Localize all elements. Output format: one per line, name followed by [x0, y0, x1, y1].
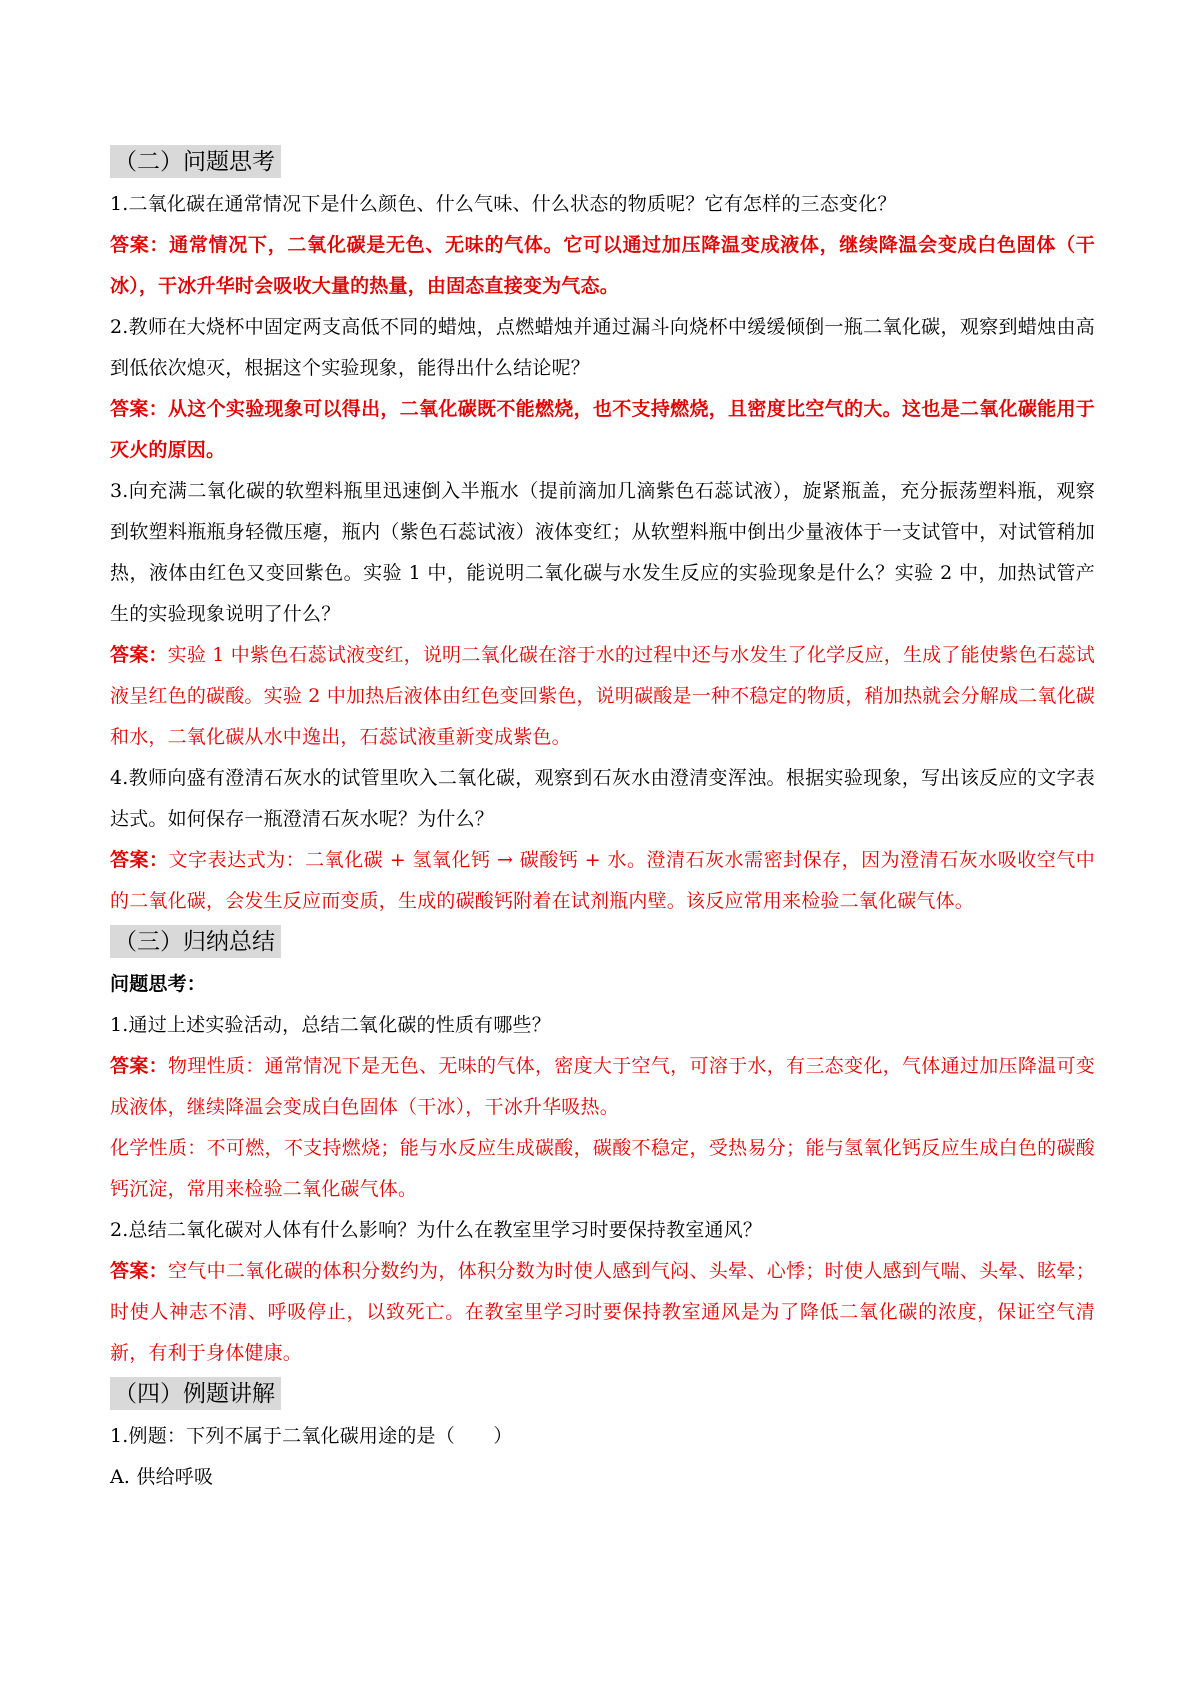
answer-2-2 — [110, 389, 1095, 471]
question-2-3: 3.向充满二氧化碳的软塑料瓶里迅速倒入半瓶水（提前滴加几滴紫色石蕊试液），旋紧瓶盖，充分振荡塑料瓶，观察到软塑料瓶瓶身轻微压瘪，瓶内（紫色石蕊试液）液体变红；从软塑料瓶中倒出少量液体于一支试管中，对试管稍加热，液体由红色又变回紫色。实验 1 中，能说明二氧化碳与水发生反应的实验现象是什么？实验 2 中，加热试管产生的实验现象说明了什么？ — [110, 480, 1095, 625]
option-a: A. 供给呼吸 — [110, 1466, 214, 1488]
subheading-problem-thinking: 问题思考： — [110, 973, 207, 995]
answer-2-3 — [110, 635, 1095, 758]
answer-text: 文字表达式为：二氧化碳 + 氢氧化钙 → 碳酸钙 + 水。澄清石灰水需密封保存，因为澄清石灰水吸收空气中的二氧化碳，会发生反应而变质，生成的碳酸钙附着在试剂瓶内壁。该反应常用来检验二氧化碳气体。 — [110, 849, 1095, 912]
answer-2-1 — [110, 225, 1095, 307]
answer-label: 答案： — [110, 1260, 168, 1282]
question-3-2: 2.总结二氧化碳对人体有什么影响？为什么在教室里学习时要保持教室通风？ — [110, 1219, 763, 1241]
answer-text: 通常情况下，二氧化碳是无色、无味的气体。它可以通过加压降温变成液体，继续降温会变成白色固体（干冰），干冰升华时会吸收大量的热量，由固态直接变为气态。 — [110, 234, 1095, 297]
question-4-1: 1.例题：下列不属于二氧化碳用途的是（ ） — [110, 1425, 513, 1447]
answer-label: 答案： — [110, 398, 168, 420]
answer-text: 实验 1 中紫色石蕊试液变红，说明二氧化碳在溶于水的过程中还与水发生了化学反应，生成了能使紫色石蕊试液呈红色的碳酸。实验 2 中加热后液体由红色变回紫色，说明碳酸是一种不稳定的物质，稍加热就会分解成二氧化碳和水，二氧化碳从水中逸出，石蕊试液重新变成紫色。 — [110, 644, 1096, 748]
answer-label: 答案： — [110, 1055, 168, 1077]
document-content — [110, 142, 1095, 1498]
section-heading-4: （四）例题讲解 — [110, 1377, 281, 1410]
answer-label: 答案： — [110, 644, 168, 666]
answer-3-1 — [110, 1046, 1095, 1128]
question-2-1: 1.二氧化碳在通常情况下是什么颜色、什么气味、什么状态的物质呢？它有怎样的三态变化？ — [110, 193, 897, 215]
answer-label: 答案： — [110, 234, 170, 256]
answer-3-1-chemical: 化学性质：不可燃，不支持燃烧；能与水反应生成碳酸，碳酸不稳定，受热易分；能与氢氧化钙反应生成白色的碳酸钙沉淀，常用来检验二氧化碳气体。 — [110, 1137, 1095, 1200]
answer-text: 从这个实验现象可以得出，二氧化碳既不能燃烧，也不支持燃烧，且密度比空气的大。这也是二氧化碳能用于灭火的原因。 — [110, 398, 1095, 461]
section-heading-3: （三）归纳总结 — [110, 925, 281, 958]
section-heading-2: （二）问题思考 — [110, 145, 281, 178]
answer-text: 物理性质：通常情况下是无色、无味的气体，密度大于空气，可溶于水，有三态变化，气体通过加压降温可变成液体，继续降温会变成白色固体（干冰），干冰升华吸热。 — [110, 1055, 1095, 1118]
answer-2-4 — [110, 840, 1095, 922]
answer-3-2 — [110, 1251, 1095, 1374]
answer-label: 答案： — [110, 849, 169, 871]
question-3-1: 1.通过上述实验活动，总结二氧化碳的性质有哪些？ — [110, 1014, 551, 1036]
question-2-2: 2.教师在大烧杯中固定两支高低不同的蜡烛，点燃蜡烛并通过漏斗向烧杯中缓缓倾倒一瓶二氧化碳，观察到蜡烛由高到低依次熄灭，根据这个实验现象，能得出什么结论呢？ — [110, 316, 1095, 379]
question-2-4: 4.教师向盛有澄清石灰水的试管里吹入二氧化碳，观察到石灰水由澄清变浑浊。根据实验现象，写出该反应的文字表达式。如何保存一瓶澄清石灰水呢？为什么？ — [110, 767, 1095, 830]
answer-text: 空气中二氧化碳的体积分数约为，体积分数为时使人感到气闷、头晕、心悸；时使人感到气喘、头晕、眩晕；时使人神志不清、呼吸停止，以致死亡。在教室里学习时要保持教室通风是为了降低二氧化碳的浓度，保证空气清新，有利于身体健康。 — [110, 1260, 1095, 1364]
